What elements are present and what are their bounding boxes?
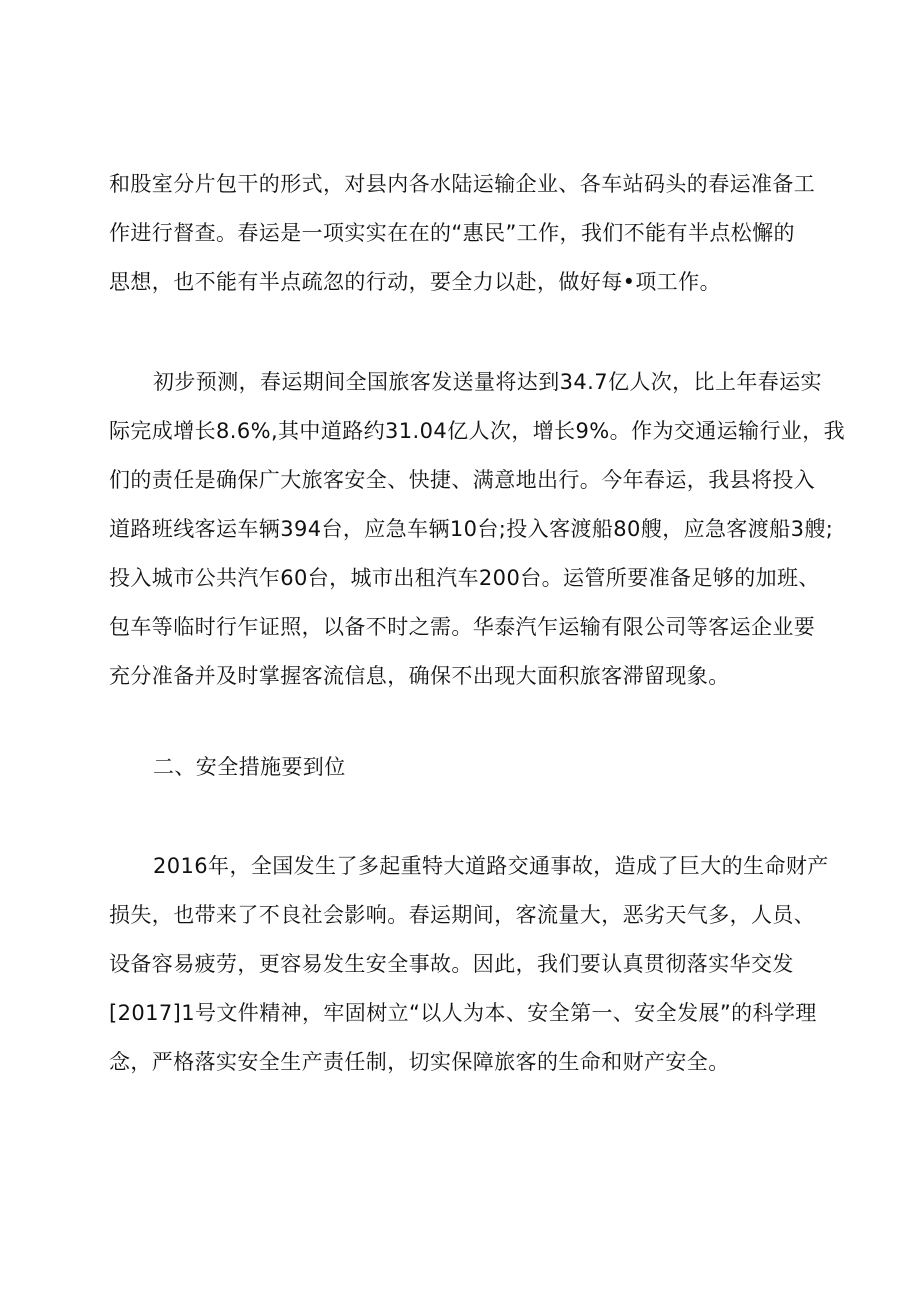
paragraph-line: 们的责任是确保广大旅客安全、快捷、满意地出行。今年春运，我县将投入	[109, 468, 816, 492]
paragraph-line: 初步预测，春运期间全国旅客发送量将达到34.7亿人次，比上年春运实	[153, 370, 822, 394]
paragraph-line: 际完成增长8.6%,其中道路约31.04亿人次，增长9%。作为交通运输行业，我	[109, 419, 846, 443]
paragraph-line: 包车等临时行乍证照，以备不时之需。华泰汽乍运输有限公司等客运企业要	[109, 615, 816, 639]
paragraph-line: 损失，也带来了不良社会影响。春运期间，客流量大，恶劣天气多，人员、	[109, 903, 816, 927]
paragraph-forecast	[109, 358, 846, 701]
paragraph-line: 设备容易疲劳，更容易发生安全事故。因此，我们要认真贯彻落实华交发	[109, 952, 794, 976]
paragraph-line: 2016年，全国发生了多起重特大道路交通事故，造成了巨大的生命财产	[153, 854, 829, 878]
paragraph-safety	[109, 842, 829, 1087]
paragraph-line: [2017]1号文件精神，牢固树立“以人为本、安全第一、安全发展”的科学理	[109, 1001, 817, 1025]
paragraph-line: 充分准备并及时掌握客流信息，确保不出现大面积旅客滞留现象。	[109, 664, 730, 688]
paragraph-continuation	[109, 160, 824, 307]
paragraph-line: 念，严格落实安全生产责任制，切实保障旅客的生命和财产安全。	[109, 1050, 730, 1074]
section-heading: 二、安全措施要到位	[153, 755, 346, 779]
paragraph-line: 投入城市公共汽乍60台，城市出租汽车200台。运管所要准备足够的加班、	[109, 566, 820, 590]
paragraph-line: 道路班线客运车辆394台，应急车辆10台;投入客渡船80艘，应急客渡船3艘;	[109, 517, 834, 541]
paragraph-line: 思想，也不能有半点疏忽的行动，要全力以赴，做好每•项工作。	[109, 270, 721, 294]
paragraph-line: 作进行督查。春运是一项实实在在的“惠民”工作，我们不能有半点松懈的	[109, 221, 795, 245]
paragraph-line: 和股室分片包干的形式，对县内各水陆运输企业、各车站码头的春运准备工	[109, 172, 816, 196]
